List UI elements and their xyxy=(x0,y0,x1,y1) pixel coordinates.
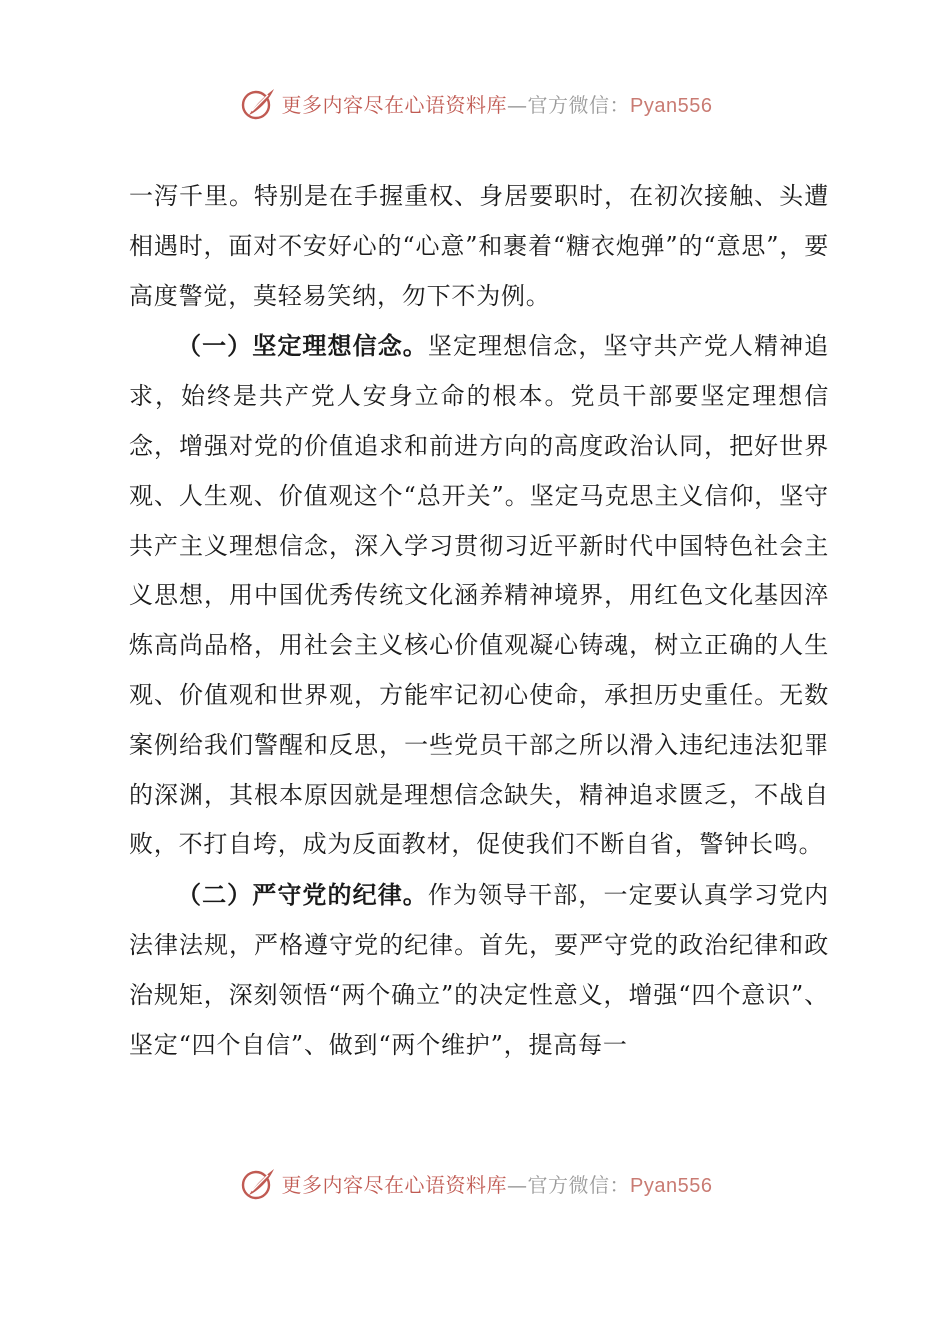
banner-main: 更多内容尽在心语资料库 xyxy=(281,92,508,117)
section-heading: （一）坚定理想信念。 xyxy=(177,331,428,361)
paragraph-text: 作为领导干部，一定要认真学习党内法律法规，严格遵守党的纪律。首先，要严守党的政治纪律和政治规矩，深刻领悟“两个确立”的决定性意义，增强“四个意识”、坚定“四个自信”、做到“两个维护”，提高每一 xyxy=(129,881,829,1059)
quill-logo-icon xyxy=(238,1165,278,1201)
banner-wechat-id: Pyan556 xyxy=(630,1174,713,1197)
banner-text xyxy=(282,1169,713,1198)
banner-text xyxy=(282,89,713,118)
banner-separator: — xyxy=(507,1172,528,1197)
banner-wechat-id: Pyan556 xyxy=(630,94,713,117)
banner-main: 更多内容尽在心语资料库 xyxy=(281,1172,508,1197)
banner-wechat-label: 官方微信： xyxy=(527,92,631,117)
paragraph-text: 坚定理想信念，坚守共产党人精神追求，始终是共产党人安身立命的根本。党员干部要坚定理想信念，增强对党的价值追求和前进方向的高度政治认同，把好世界观、人生观、价值观这个“总开关”。坚定马克思主义信仰，坚守共产主义理想信念，深入学习贯彻习近平新时代中国特色社会主义思想，用中国优秀传统文化涵养精神境界，用红色文化基因淬炼高尚品格，用社会主义核心价值观凝心铸魂，树立正确的人生观、价值观和世界观，方能牢记初心使命，承担历史重任。无数案例给我们警醒和反思，一些党员干部之所以滑入违纪违法犯罪的深渊，其根本原因就是理想信念缺失，精神追求匮乏，不战自败，不打自垮，成为反面教材，促使我们不断自省，警钟长鸣。 xyxy=(129,332,829,859)
banner-wechat-label: 官方微信： xyxy=(527,1172,631,1197)
paragraph-text: 一泻千里。特别是在手握重权、身居要职时，在初次接触、头遭相遇时，面对不安好心的“心意”和裹着“糖衣炮弹”的“意思”，要高度警觉，莫轻易笑纳，勿下不为例。 xyxy=(129,182,829,310)
quill-logo-icon xyxy=(238,85,278,121)
document-body xyxy=(129,172,829,1070)
paragraph-continuation xyxy=(129,172,829,321)
header-banner xyxy=(0,83,950,123)
footer-banner xyxy=(0,1163,950,1203)
section-heading: （二）严守党的纪律。 xyxy=(177,880,428,910)
banner-separator: — xyxy=(507,92,528,117)
paragraph-discipline xyxy=(129,870,829,1070)
paragraph-ideals xyxy=(129,321,829,870)
